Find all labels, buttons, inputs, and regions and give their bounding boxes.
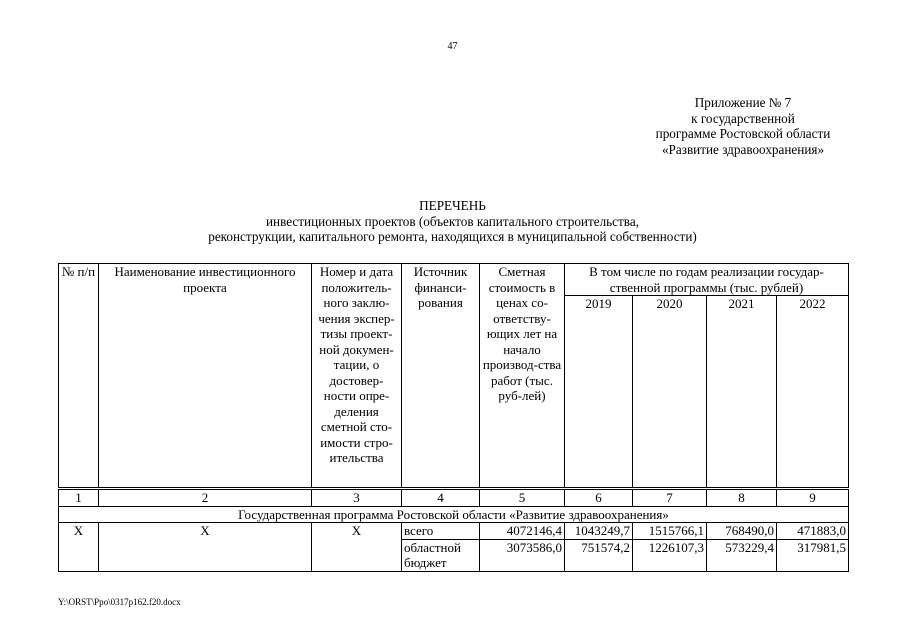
row-value-2019: 751574,2 xyxy=(565,539,633,571)
document-title xyxy=(0,198,905,245)
header-years-group: В том числе по годам реализации государ-ственной программы (тыс. рублей) xyxy=(565,264,849,296)
appendix-line: Приложение № 7 xyxy=(694,95,792,110)
column-number: 1 xyxy=(59,489,99,507)
row-value-2021: 573229,4 xyxy=(707,539,777,571)
header-cost: Сметная стоимость в ценах со-ответству-ющих лет на начало производ-ства работ (тыс. руб-лей) xyxy=(480,264,565,489)
table-row xyxy=(59,523,849,540)
column-number: 2 xyxy=(99,489,312,507)
header-num: № п/п xyxy=(59,264,99,489)
header-name: Наименование инвестиционного проекта xyxy=(99,264,312,489)
appendix-header xyxy=(600,95,886,157)
investment-projects-table xyxy=(58,263,849,572)
column-number: 3 xyxy=(312,489,402,507)
row-cost: 4072146,4 xyxy=(480,523,565,540)
row-num: Х xyxy=(59,523,99,572)
program-title: Государственная программа Ростовской области «Развитие здравоохранения» xyxy=(59,506,849,523)
program-row xyxy=(59,506,849,523)
appendix-line: к государственной xyxy=(691,110,795,126)
appendix-line: программе Ростовской области xyxy=(655,126,831,141)
header-year: 2021 xyxy=(707,296,777,489)
page-number: 47 xyxy=(447,41,458,52)
column-number: 4 xyxy=(402,489,480,507)
header-year: 2022 xyxy=(777,296,849,489)
row-value-2022: 471883,0 xyxy=(777,523,849,540)
column-number: 6 xyxy=(565,489,633,507)
row-value-2019: 1043249,7 xyxy=(565,523,633,540)
row-source: областной бюджет xyxy=(402,539,480,571)
header-expertise: Номер и дата положитель-ного заклю-чения экспер-тизы проект-ной докумен-тации, о достовер-ности опре-деления сметной сто-имости стро-ительства xyxy=(312,264,402,489)
row-expertise: Х xyxy=(312,523,402,572)
row-source: всего xyxy=(402,523,480,540)
row-value-2020: 1515766,1 xyxy=(633,523,707,540)
row-value-2022: 317981,5 xyxy=(777,539,849,571)
header-year: 2020 xyxy=(633,296,707,489)
row-name: Х xyxy=(99,523,312,572)
row-value-2020: 1226107,3 xyxy=(633,539,707,571)
header-row xyxy=(59,264,849,296)
column-number: 9 xyxy=(777,489,849,507)
title-line: реконструкции, капитального ремонта, находящихся в муниципальной собственности) xyxy=(208,229,697,244)
column-number: 5 xyxy=(480,489,565,507)
column-number: 7 xyxy=(633,489,707,507)
title-heading: ПЕРЕЧЕНЬ xyxy=(419,198,486,213)
row-cost: 3073586,0 xyxy=(480,539,565,571)
row-value-2021: 768490,0 xyxy=(707,523,777,540)
appendix-line: «Развитие здравоохранения» xyxy=(661,141,825,157)
header-source: Источник финанси-рования xyxy=(402,264,480,489)
title-line: инвестиционных проектов (объектов капитального строительства, xyxy=(265,213,640,229)
column-number: 8 xyxy=(707,489,777,507)
column-number-row xyxy=(59,489,849,507)
file-path-footer: Y:\ORST\Ppo\0317p162.f20.docx xyxy=(58,597,181,607)
header-year: 2019 xyxy=(565,296,633,489)
